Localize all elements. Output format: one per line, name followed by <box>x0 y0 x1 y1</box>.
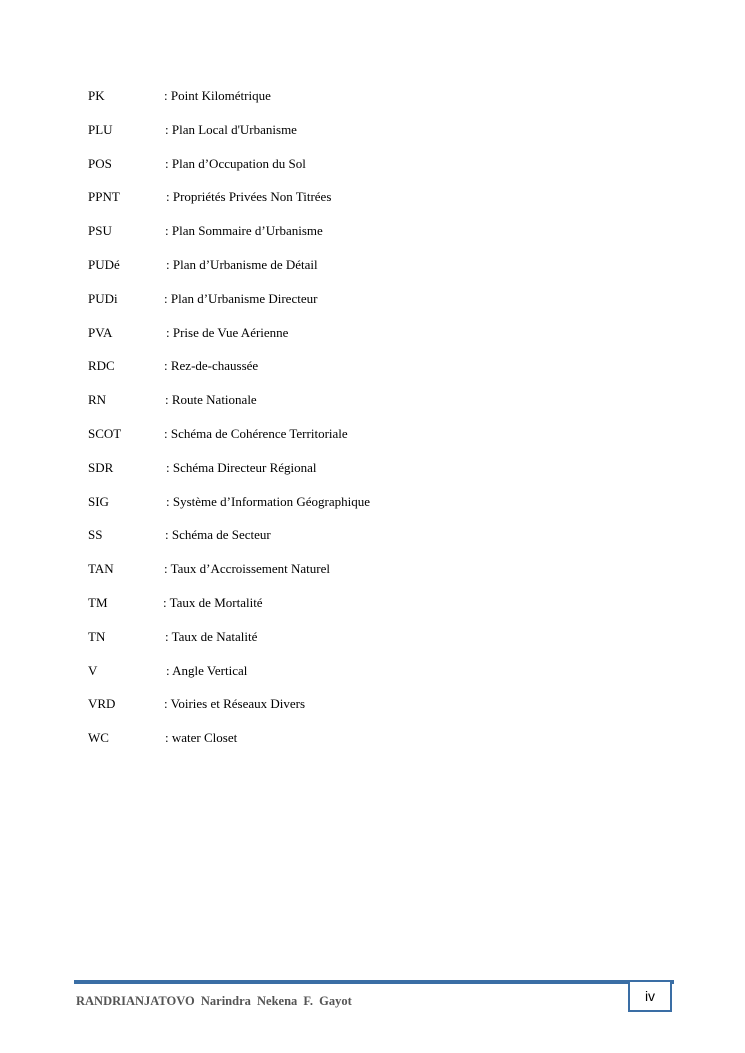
abbreviation-row <box>88 155 648 189</box>
abbreviation-definition: : Plan d’Urbanisme Directeur <box>164 290 318 306</box>
abbreviation-definition: : Schéma de Cohérence Territoriale <box>164 425 348 441</box>
abbreviation-definition: : Point Kilométrique <box>164 88 271 103</box>
abbreviation-definition: : Taux de Natalité <box>165 628 258 644</box>
abbreviation-code: PK <box>88 88 105 103</box>
abbreviation-definition: : Plan Local d'Urbanisme <box>165 121 297 137</box>
abbreviation-code: PVA <box>88 324 113 340</box>
abbreviation-code: SS <box>88 527 103 543</box>
abbreviation-definition: : water Closet <box>165 730 238 746</box>
abbreviation-row <box>88 526 648 560</box>
abbreviation-definition: : Plan d’Urbanisme de Détail <box>166 256 318 272</box>
abbreviation-row <box>88 560 648 594</box>
abbreviation-row <box>88 459 648 493</box>
abbreviation-code: TM <box>88 594 108 610</box>
abbreviation-definition: : Taux d’Accroissement Naturel <box>164 561 330 577</box>
abbreviation-code: SCOT <box>88 425 122 441</box>
abbreviation-row <box>88 357 648 391</box>
abbreviation-row <box>88 391 648 425</box>
abbreviation-definition: : Schéma Directeur Régional <box>166 459 317 475</box>
abbreviation-code: PSU <box>88 223 112 239</box>
abbreviation-definition: : Plan d’Occupation du Sol <box>165 155 306 171</box>
abbreviation-code: PUDé <box>88 256 120 272</box>
abbreviation-code: SIG <box>88 493 109 509</box>
abbreviation-row <box>88 695 648 729</box>
abbreviation-definition: : Voiries et Réseaux Divers <box>164 696 306 712</box>
abbreviation-code: SDR <box>88 459 114 475</box>
abbreviation-code: RN <box>88 392 107 408</box>
footer-author: RANDRIANJATOVO Narindra Nekena F. Gayot <box>76 994 352 1008</box>
page-number: iv <box>628 982 672 1012</box>
abbreviation-row <box>88 188 648 222</box>
abbreviation-row <box>88 425 648 459</box>
abbreviation-row <box>88 594 648 628</box>
abbreviation-row <box>88 662 648 696</box>
abbreviation-definition: : Route Nationale <box>165 392 257 408</box>
abbreviation-definition: : Propriétés Privées Non Titrées <box>166 189 332 205</box>
abbreviation-definition: : Plan Sommaire d’Urbanisme <box>165 223 323 239</box>
abbreviation-code: PLU <box>88 121 113 137</box>
abbreviation-row <box>88 290 648 324</box>
abbreviation-definition: : Prise de Vue Aérienne <box>166 324 289 340</box>
abbreviation-row <box>88 87 648 121</box>
abbreviation-row <box>88 628 648 662</box>
abbreviation-code: POS <box>88 155 112 171</box>
abbreviation-row <box>88 324 648 358</box>
abbreviation-definition: : Système d’Information Géographique <box>166 493 370 509</box>
abbreviation-code: VRD <box>88 696 116 712</box>
abbreviation-row <box>88 121 648 155</box>
abbreviation-row <box>88 493 648 527</box>
abbreviation-code: TN <box>88 628 106 644</box>
abbreviation-code: RDC <box>88 358 115 374</box>
abbreviation-code: WC <box>88 730 109 746</box>
abbreviation-row <box>88 729 648 763</box>
abbreviation-code: TAN <box>88 561 114 577</box>
abbreviation-definition: : Rez-de-chaussée <box>164 358 259 374</box>
abbreviation-code: PPNT <box>88 189 120 205</box>
abbreviation-code: PUDi <box>88 290 118 306</box>
abbreviation-row <box>88 256 648 290</box>
abbreviation-definition: : Angle Vertical <box>166 662 248 678</box>
footer-divider <box>74 980 674 984</box>
abbreviation-code: V <box>88 662 98 678</box>
abbreviation-row <box>88 222 648 256</box>
abbreviation-definition: : Schéma de Secteur <box>165 527 271 543</box>
abbreviation-definition: : Taux de Mortalité <box>163 594 263 610</box>
abbreviation-list <box>88 87 648 763</box>
